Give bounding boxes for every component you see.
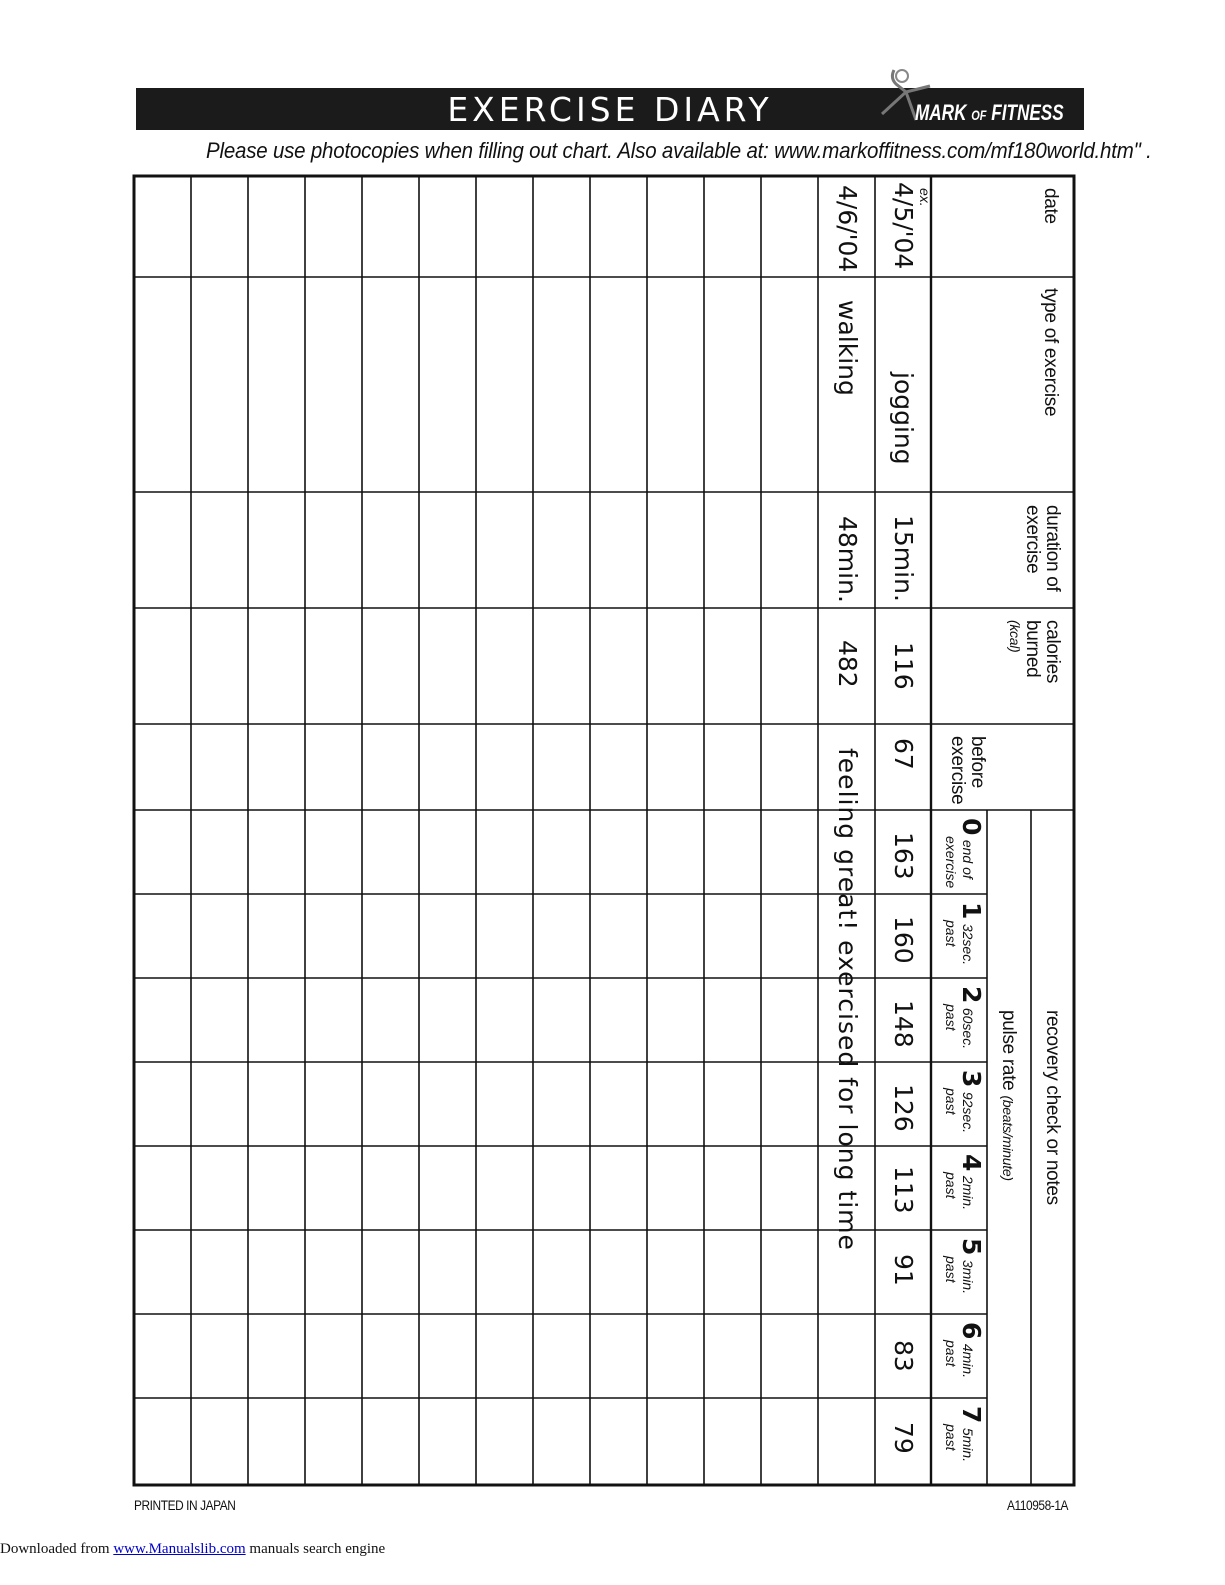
- header-calories: calories burned (kcal): [1007, 620, 1063, 684]
- checkpoint-7: 7 5min. past: [942, 1406, 986, 1463]
- example-label: ex.: [917, 188, 933, 207]
- entry-duration: 48min.: [833, 516, 862, 603]
- example-date: 4/5/'04: [889, 182, 918, 270]
- entry-calories: 482: [833, 640, 862, 688]
- example-type: jogging: [889, 372, 918, 465]
- document-code: A110958-1A: [1007, 1497, 1069, 1513]
- example-pulse-1: 160: [889, 916, 918, 964]
- header-date: date: [1040, 188, 1061, 224]
- header-before-exercise: before exercise: [947, 736, 988, 805]
- entry-type: walking: [833, 300, 862, 396]
- checkpoint-2: 2 60sec. past: [942, 986, 986, 1050]
- example-duration: 15min.: [889, 515, 918, 602]
- checkpoint-0: 0 end of exercise: [942, 818, 986, 889]
- checkpoint-6: 6 4min. past: [942, 1322, 986, 1379]
- manualslib-link[interactable]: www.Manualslib.com: [113, 1541, 246, 1557]
- example-pulse-0: 163: [889, 832, 918, 880]
- instructions-text: Please use photocopies when filling out chart. Also available at: www.markoffitness.com/mf180world.htm" .: [206, 138, 1152, 163]
- checkpoint-5: 5 3min. past: [942, 1238, 986, 1295]
- header-pulse-rate: pulse rate (beats/minute): [998, 1010, 1019, 1181]
- example-pulse-4: 113: [889, 1166, 918, 1214]
- checkpoint-3: 3 92sec. past: [942, 1070, 986, 1134]
- example-calories: 116: [889, 642, 918, 690]
- header-recovery: recovery check or notes: [1042, 1010, 1063, 1205]
- example-before: 67: [889, 738, 918, 770]
- example-pulse-5: 91: [889, 1254, 918, 1286]
- header-type-of-exercise: type of exercise: [1040, 288, 1061, 417]
- entry-date: 4/6/'04: [833, 185, 862, 273]
- example-pulse-2: 148: [889, 1000, 918, 1048]
- example-pulse-7: 79: [889, 1422, 918, 1454]
- brand-name: MARK OF FITNESS: [915, 100, 1064, 125]
- example-pulse-3: 126: [889, 1084, 918, 1132]
- entry-note: feeling great! exercised for long time: [833, 748, 862, 1251]
- printed-in-label: PRINTED IN JAPAN: [134, 1497, 236, 1513]
- checkpoint-1: 1 32sec. past: [942, 902, 986, 966]
- page-title: EXERCISE DIARY: [447, 90, 773, 129]
- example-pulse-6: 83: [889, 1340, 918, 1372]
- header-duration: duration of exercise: [1022, 505, 1063, 592]
- checkpoint-4: 4 2min. past: [942, 1154, 986, 1211]
- download-note: Downloaded from www.Manualslib.com manuals search engine: [0, 1541, 386, 1557]
